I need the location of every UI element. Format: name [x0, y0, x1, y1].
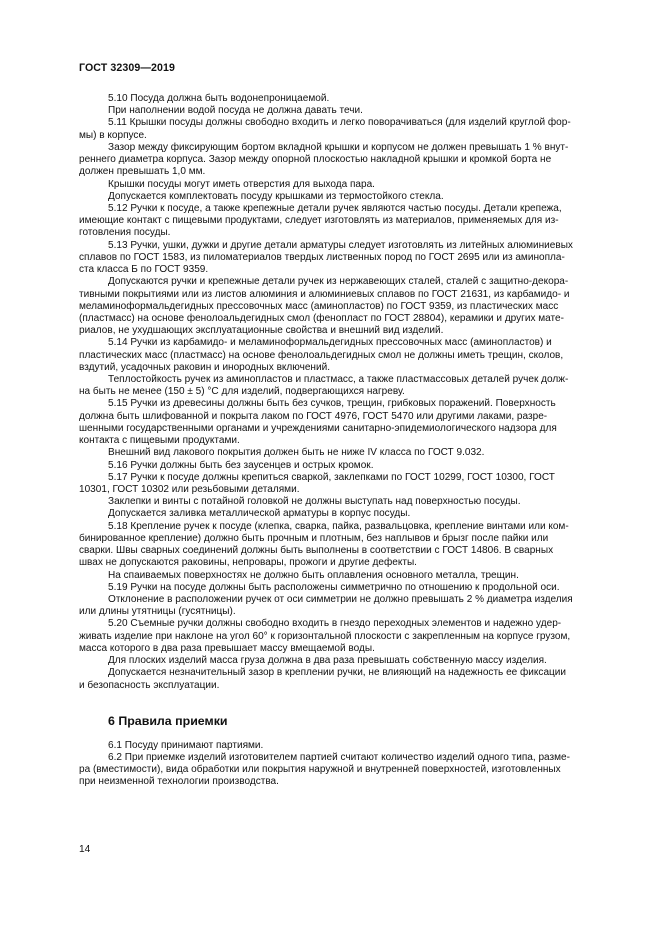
paragraph: Отклонение в расположении ручек от оси симметрии не должно превышать 2 % диаметра изделия или длины утятницы (гусятницы). [79, 593, 573, 618]
paragraph: Для плоских изделий масса груза должна в два раза превышать собственную массу изделия. [108, 655, 547, 667]
paragraph: Зазор между фиксирующим бортом вкладной крышки и корпусом не должен превышать 1 % внут- реннего диаметра корпуса. Зазор между опорной плоскостью накладной крышки и кромкой борта не должен превышать 1,0 мм. [79, 141, 569, 178]
document-header: ГОСТ 32309—2019 [79, 62, 176, 74]
paragraph: 5.10 Посуда должна быть водонепроницаемой. [108, 93, 330, 104]
paragraph: Допускается незначительный зазор в креплении ручки, не влияющий на надежность ее фиксации и безопасность эксплуатации. [79, 667, 567, 691]
section-heading: 6 Правила приемки [108, 713, 228, 728]
paragraph: Теплостойкость ручек из аминопластов и пластмасс, а также пластмассовых деталей ручек долж- на быть не менее (150 ± 5) °С для изделий, подвергающихся нагреву. [79, 374, 569, 398]
paragraph: На спаиваемых поверхностях не должно быть оплавления основного металла, трещин. [108, 569, 519, 581]
paragraph: Внешний вид лакового покрытия должен быть не ниже IV класса по ГОСТ 9.032. [108, 447, 485, 459]
document-body [79, 93, 587, 789]
paragraph: Допускается комплектовать посуду крышками из термостойкого стекла. [108, 190, 444, 202]
paragraph: Допускается заливка металлической арматуры в корпус посуды. [108, 508, 411, 520]
paragraph: При наполнении водой посуда не должна давать течи. [108, 105, 363, 117]
paragraph: 5.15 Ручки из древесины должны быть без сучков, трещин, грибковых поражений. Поверхность должна быть шлифованной и покрыта лаком по ГОСТ 4976, ГОСТ 5470 или другими лаками, разре- шенными государственными органами и учреждениями санитарно-эпидемиологического надзора для контакта с пищевыми продуктами. [79, 398, 557, 447]
paragraph: 5.11 Крышки посуды должны свободно входить и легко поворачиваться (для изделий круглой фор- мы) в корпусе. [79, 117, 571, 141]
paragraph: 6.2 При приемке изделий изготовителем партией считают количество изделий одного типа, разме- ра (вместимости), вида обработки или покрытия наружной и внутренней поверхностей, изготовленных при неизменной технологии производства. [79, 751, 570, 788]
paragraph: 6.1 Посуду принимают партиями. [108, 739, 264, 751]
paragraph: Крышки посуды могут иметь отверстия для выхода пара. [108, 178, 375, 190]
paragraph: 5.20 Съемные ручки должны свободно входить в гнездо переходных элементов и надежно удер- живать изделие при наклоне на угол 60° к горизонтальной плоскости с закрепленным на корпусе грузом, масса которого в два раза превышает массу вмещаемой воды. [79, 618, 571, 654]
paragraph: Заклепки и винты с потайной головкой не должны выступать над поверхностью посуды. [108, 496, 521, 508]
paragraph: Допускаются ручки и крепежные детали ручек из нержавеющих сталей, сталей с защитно-декора- тивными покрытиями или из листов алюминия и алюминиевых сплавов по ГОСТ 21631, из карбамидо- и меламиноформальдегидных прессовочных масс (аминопластов) по ГОСТ 9359, из пластических масс (пластмасс) на основе фенолоальдегидных смол (фенопласт по ГОСТ 28804), керамики и других мате- риалов, не ухудшающих эксплуатационные свойства и внешний вид изделий. [79, 276, 570, 337]
paragraph: 5.18 Крепление ручек к посуде (клепка, сварка, пайка, развальцовка, крепление винтами или ком- бинированное крепление) должно быть прочным и плотным, без наплывов и брызг после пайки или сварки. Швы сварных соединений должны быть выполнены в соответствии с ГОСТ 14806. В сварных швах не допускаются раковины, непровары, прожоги и другие дефекты. [79, 520, 569, 569]
paragraph: 5.17 Ручки к посуде должны крепиться сваркой, заклепками по ГОСТ 10299, ГОСТ 10300, ГОСТ 10301, ГОСТ 10302 или резьбовыми деталями. [79, 471, 555, 495]
paragraph: 5.14 Ручки из карбамидо- и меламиноформальдегидных прессовочных масс (аминопластов) и пластических масс (пластмасс) на основе фенолоальдегидных смол не должны иметь трещин, сколов, вздутий, усадочных раковин и инородных включений. [79, 337, 564, 373]
paragraph: 5.16 Ручки должны быть без заусенцев и острых кромок. [108, 459, 374, 471]
paragraph: 5.19 Ручки на посуде должны быть расположены симметрично по отношению к продольной оси. [108, 581, 560, 593]
paragraph: 5.13 Ручки, ушки, дужки и другие детали арматуры следует изготовлять из литейных алюминиевых сплавов по ГОСТ 1583, из пиломатериалов твердых лиственных пород по ГОСТ 2695 или из аминопла- ста класса Б по ГОСТ 9359. [79, 239, 573, 276]
page-number: 14 [79, 844, 91, 855]
paragraph: 5.12 Ручки к посуде, а также крепежные детали ручек являются частью посуды. Детали крепежа, имеющие контакт с пищевыми продуктами, следует изготовлять из материалов, применяемых для из- готовления посуды. [79, 202, 562, 239]
